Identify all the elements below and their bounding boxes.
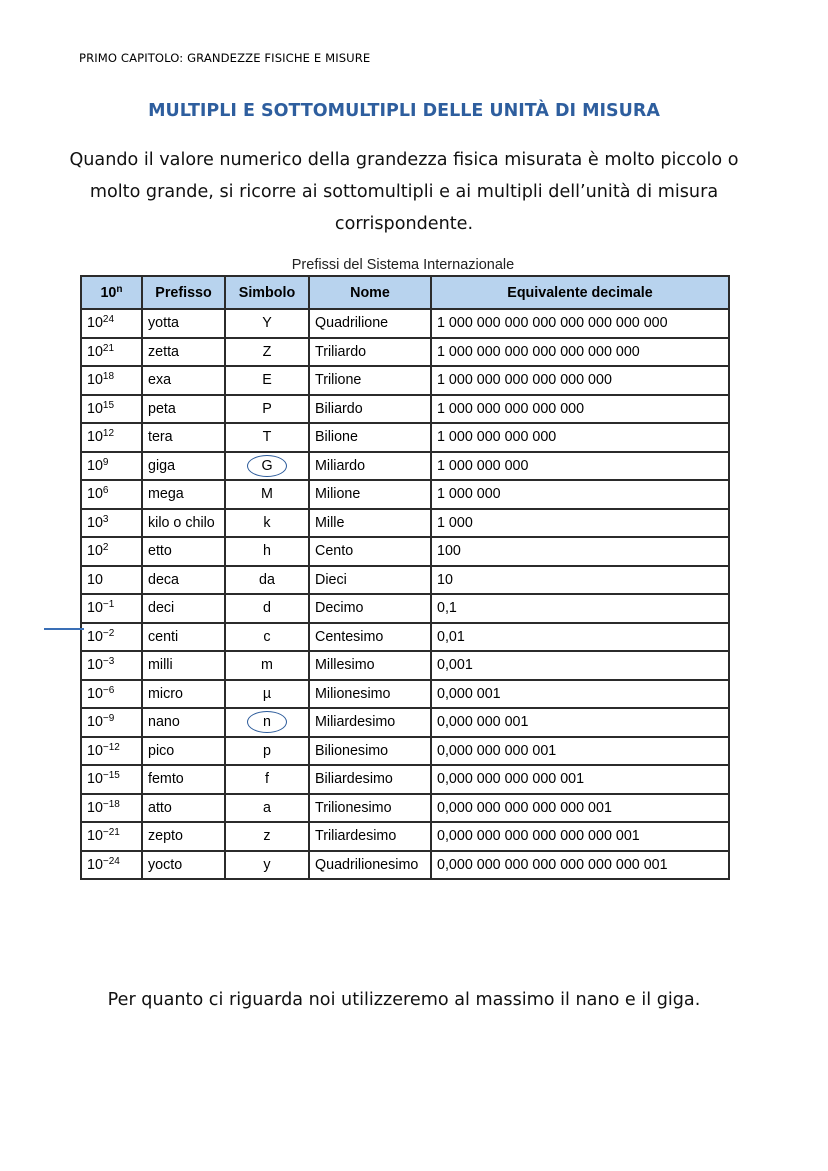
cell-prefix: micro xyxy=(142,680,225,709)
cell-name: Millesimo xyxy=(309,651,431,680)
cell-name: Quadrilione xyxy=(309,309,431,338)
symbol-text: z xyxy=(263,828,271,845)
intro-line: Quando il valore numerico della grandezza fisica misurata è molto piccolo o xyxy=(69,150,739,170)
symbol-text: E xyxy=(262,372,272,389)
cell-symbol xyxy=(225,737,309,766)
cell-decimal: 1 000 000 000 000 000 xyxy=(431,395,729,424)
cell-power xyxy=(81,537,142,566)
cell-prefix: deci xyxy=(142,594,225,623)
power-exp: −2 xyxy=(102,627,115,639)
cell-name: Triliardesimo xyxy=(309,822,431,851)
table-row xyxy=(81,309,729,338)
cell-power xyxy=(81,851,142,880)
cell-power xyxy=(81,765,142,794)
cell-power xyxy=(81,680,142,709)
intro-paragraph xyxy=(40,144,768,240)
symbol-text: h xyxy=(263,543,271,560)
power-exp: −18 xyxy=(102,798,120,810)
cell-prefix: yocto xyxy=(142,851,225,880)
power-exp: −15 xyxy=(102,770,120,782)
cell-decimal: 0,000 000 001 xyxy=(431,708,729,737)
cell-prefix: zetta xyxy=(142,338,225,367)
running-header: PRIMO CAPITOLO: GRANDEZZE FISICHE E MISURE xyxy=(79,51,371,65)
power-exp: −12 xyxy=(102,741,120,753)
cell-symbol xyxy=(225,680,309,709)
power-base: 10 xyxy=(87,343,103,360)
power-exp: −9 xyxy=(102,713,115,725)
power-exp: −24 xyxy=(102,855,120,867)
cell-decimal: 10 xyxy=(431,566,729,595)
cell-decimal: 0,000 000 000 000 000 001 xyxy=(431,794,729,823)
cell-decimal: 1 000 000 000 000 xyxy=(431,423,729,452)
cell-power xyxy=(81,651,142,680)
power-base: 10 xyxy=(87,372,103,389)
cell-name: Dieci xyxy=(309,566,431,595)
cell-power xyxy=(81,366,142,395)
cell-symbol xyxy=(225,537,309,566)
power-exp: −3 xyxy=(102,656,115,668)
cell-decimal: 1 000 000 000 000 000 000 000 xyxy=(431,338,729,367)
cell-power xyxy=(81,452,142,481)
header-power-exp: n xyxy=(116,283,123,295)
cell-prefix: zepto xyxy=(142,822,225,851)
cell-name: Milionesimo xyxy=(309,680,431,709)
power-exp: 9 xyxy=(102,456,109,468)
power-base: 10 xyxy=(87,400,103,417)
cell-name: Bilionesimo xyxy=(309,737,431,766)
cell-decimal: 1 000 xyxy=(431,509,729,538)
cell-power xyxy=(81,708,142,737)
table-row xyxy=(81,794,729,823)
cell-decimal: 100 xyxy=(431,537,729,566)
cell-prefix: giga xyxy=(142,452,225,481)
cell-power xyxy=(81,395,142,424)
power-base: 10 xyxy=(87,628,103,645)
table-row xyxy=(81,594,729,623)
cell-symbol xyxy=(225,822,309,851)
table-row xyxy=(81,680,729,709)
header-power xyxy=(81,276,142,309)
cell-symbol xyxy=(225,566,309,595)
cell-symbol xyxy=(225,480,309,509)
circled-symbol: n xyxy=(247,711,287,733)
symbol-text: k xyxy=(263,514,271,531)
symbol-text: d xyxy=(263,600,271,617)
footer-note: Per quanto ci riguarda noi utilizzeremo al massimo il nano e il giga. xyxy=(107,990,701,1010)
symbol-text: T xyxy=(262,429,272,446)
power-exp: −21 xyxy=(102,827,120,839)
cell-decimal: 0,000 000 000 001 xyxy=(431,737,729,766)
cell-prefix: kilo o chilo xyxy=(142,509,225,538)
power-base: 10 xyxy=(87,486,103,503)
power-base: 10 xyxy=(87,315,103,332)
cell-prefix: tera xyxy=(142,423,225,452)
page-title: MULTIPLI E SOTTOMULTIPLI DELLE UNITÀ DI MISURA xyxy=(148,101,660,121)
cell-decimal: 0,000 000 000 000 000 000 000 001 xyxy=(431,851,729,880)
cell-symbol xyxy=(225,708,309,737)
power-exp: −1 xyxy=(102,599,115,611)
cell-name: Biliardesimo xyxy=(309,765,431,794)
header-decimal: Equivalente decimale xyxy=(431,276,729,309)
cell-symbol xyxy=(225,651,309,680)
symbol-text: y xyxy=(263,856,271,873)
symbol-text: µ xyxy=(262,685,272,702)
cell-power xyxy=(81,423,142,452)
symbol-text: Z xyxy=(262,343,272,360)
table-row xyxy=(81,822,729,851)
cell-prefix: femto xyxy=(142,765,225,794)
cell-power xyxy=(81,822,142,851)
cell-name: Quadrilionesimo xyxy=(309,851,431,880)
power-exp: 2 xyxy=(102,542,109,554)
cell-decimal: 0,01 xyxy=(431,623,729,652)
symbol-text: P xyxy=(262,400,272,417)
cell-prefix: peta xyxy=(142,395,225,424)
cell-symbol xyxy=(225,509,309,538)
power-exp: 6 xyxy=(102,485,109,497)
power-base: 10 xyxy=(87,799,103,816)
header-power-base: 10 xyxy=(100,284,117,301)
cell-decimal: 0,001 xyxy=(431,651,729,680)
cell-symbol xyxy=(225,765,309,794)
cell-power xyxy=(81,737,142,766)
cell-decimal: 0,000 000 000 000 000 000 001 xyxy=(431,822,729,851)
cell-name: Miliardo xyxy=(309,452,431,481)
power-base: 10 xyxy=(87,457,103,474)
cell-decimal: 1 000 000 xyxy=(431,480,729,509)
cell-symbol xyxy=(225,452,309,481)
cell-decimal: 0,1 xyxy=(431,594,729,623)
symbol-text: f xyxy=(265,771,269,788)
table-row xyxy=(81,623,729,652)
cell-name: Cento xyxy=(309,537,431,566)
symbol-text: Y xyxy=(262,315,272,332)
header-name: Nome xyxy=(309,276,431,309)
intro-line: molto grande, si ricorre ai sottomultipli e ai multipli dell’unità di misura xyxy=(89,182,719,202)
cell-name: Miliardesimo xyxy=(309,708,431,737)
power-base: 10 xyxy=(87,571,103,588)
table-header-row xyxy=(81,276,729,309)
cell-symbol xyxy=(225,309,309,338)
cell-decimal: 1 000 000 000 xyxy=(431,452,729,481)
table-caption: Prefissi del Sistema Internazionale xyxy=(291,257,515,273)
cell-name: Trilionesimo xyxy=(309,794,431,823)
power-base: 10 xyxy=(87,600,103,617)
cell-prefix: exa xyxy=(142,366,225,395)
power-exp: 24 xyxy=(102,314,115,326)
power-exp: 3 xyxy=(102,513,109,525)
cell-symbol xyxy=(225,366,309,395)
cell-name: Mille xyxy=(309,509,431,538)
table-row xyxy=(81,338,729,367)
prefix-table xyxy=(80,275,730,880)
table-row xyxy=(81,452,729,481)
cell-symbol xyxy=(225,851,309,880)
symbol-text: da xyxy=(259,571,275,588)
cell-name: Biliardo xyxy=(309,395,431,424)
power-base: 10 xyxy=(87,429,103,446)
table-row xyxy=(81,737,729,766)
cell-prefix: nano xyxy=(142,708,225,737)
table-row xyxy=(81,537,729,566)
power-base: 10 xyxy=(87,771,103,788)
cell-power xyxy=(81,309,142,338)
margin-mark xyxy=(44,628,84,630)
cell-symbol xyxy=(225,594,309,623)
cell-name: Centesimo xyxy=(309,623,431,652)
table-row xyxy=(81,851,729,880)
table-row xyxy=(81,765,729,794)
power-base: 10 xyxy=(87,657,103,674)
cell-power xyxy=(81,509,142,538)
power-exp: 18 xyxy=(102,371,115,383)
cell-symbol xyxy=(225,794,309,823)
header-symbol: Simbolo xyxy=(225,276,309,309)
power-base: 10 xyxy=(87,828,103,845)
power-exp: −6 xyxy=(102,684,115,696)
power-exp: 15 xyxy=(102,399,115,411)
cell-power xyxy=(81,594,142,623)
cell-decimal: 0,000 001 xyxy=(431,680,729,709)
table-row xyxy=(81,509,729,538)
cell-name: Trilione xyxy=(309,366,431,395)
symbol-text: p xyxy=(263,742,271,759)
table-row xyxy=(81,708,729,737)
symbol-text: c xyxy=(263,628,271,645)
cell-decimal: 0,000 000 000 000 001 xyxy=(431,765,729,794)
symbol-text: M xyxy=(261,486,273,503)
header-prefix: Prefisso xyxy=(142,276,225,309)
cell-symbol xyxy=(225,623,309,652)
power-base: 10 xyxy=(87,685,103,702)
cell-power xyxy=(81,338,142,367)
power-exp: 21 xyxy=(102,342,115,354)
cell-power xyxy=(81,794,142,823)
symbol-text: a xyxy=(263,799,271,816)
cell-name: Bilione xyxy=(309,423,431,452)
table-row xyxy=(81,651,729,680)
cell-prefix: yotta xyxy=(142,309,225,338)
power-base: 10 xyxy=(87,514,103,531)
table-row xyxy=(81,566,729,595)
cell-prefix: milli xyxy=(142,651,225,680)
table-row xyxy=(81,366,729,395)
cell-symbol xyxy=(225,338,309,367)
cell-prefix: centi xyxy=(142,623,225,652)
cell-prefix: atto xyxy=(142,794,225,823)
circled-symbol: G xyxy=(247,455,287,477)
cell-power xyxy=(81,480,142,509)
cell-power xyxy=(81,623,142,652)
table-row xyxy=(81,423,729,452)
intro-line: corrispondente. xyxy=(334,214,474,234)
symbol-text: m xyxy=(261,657,273,674)
cell-symbol xyxy=(225,423,309,452)
cell-name: Triliardo xyxy=(309,338,431,367)
power-base: 10 xyxy=(87,543,103,560)
power-exp: 12 xyxy=(102,428,115,440)
cell-prefix: mega xyxy=(142,480,225,509)
power-base: 10 xyxy=(87,742,103,759)
cell-power xyxy=(81,566,142,595)
power-base: 10 xyxy=(87,856,103,873)
cell-decimal: 1 000 000 000 000 000 000 xyxy=(431,366,729,395)
cell-name: Milione xyxy=(309,480,431,509)
table-row xyxy=(81,395,729,424)
cell-prefix: deca xyxy=(142,566,225,595)
cell-prefix: etto xyxy=(142,537,225,566)
cell-prefix: pico xyxy=(142,737,225,766)
cell-name: Decimo xyxy=(309,594,431,623)
table-body xyxy=(81,309,729,879)
table-row xyxy=(81,480,729,509)
power-base: 10 xyxy=(87,714,103,731)
cell-decimal: 1 000 000 000 000 000 000 000 000 xyxy=(431,309,729,338)
cell-symbol xyxy=(225,395,309,424)
